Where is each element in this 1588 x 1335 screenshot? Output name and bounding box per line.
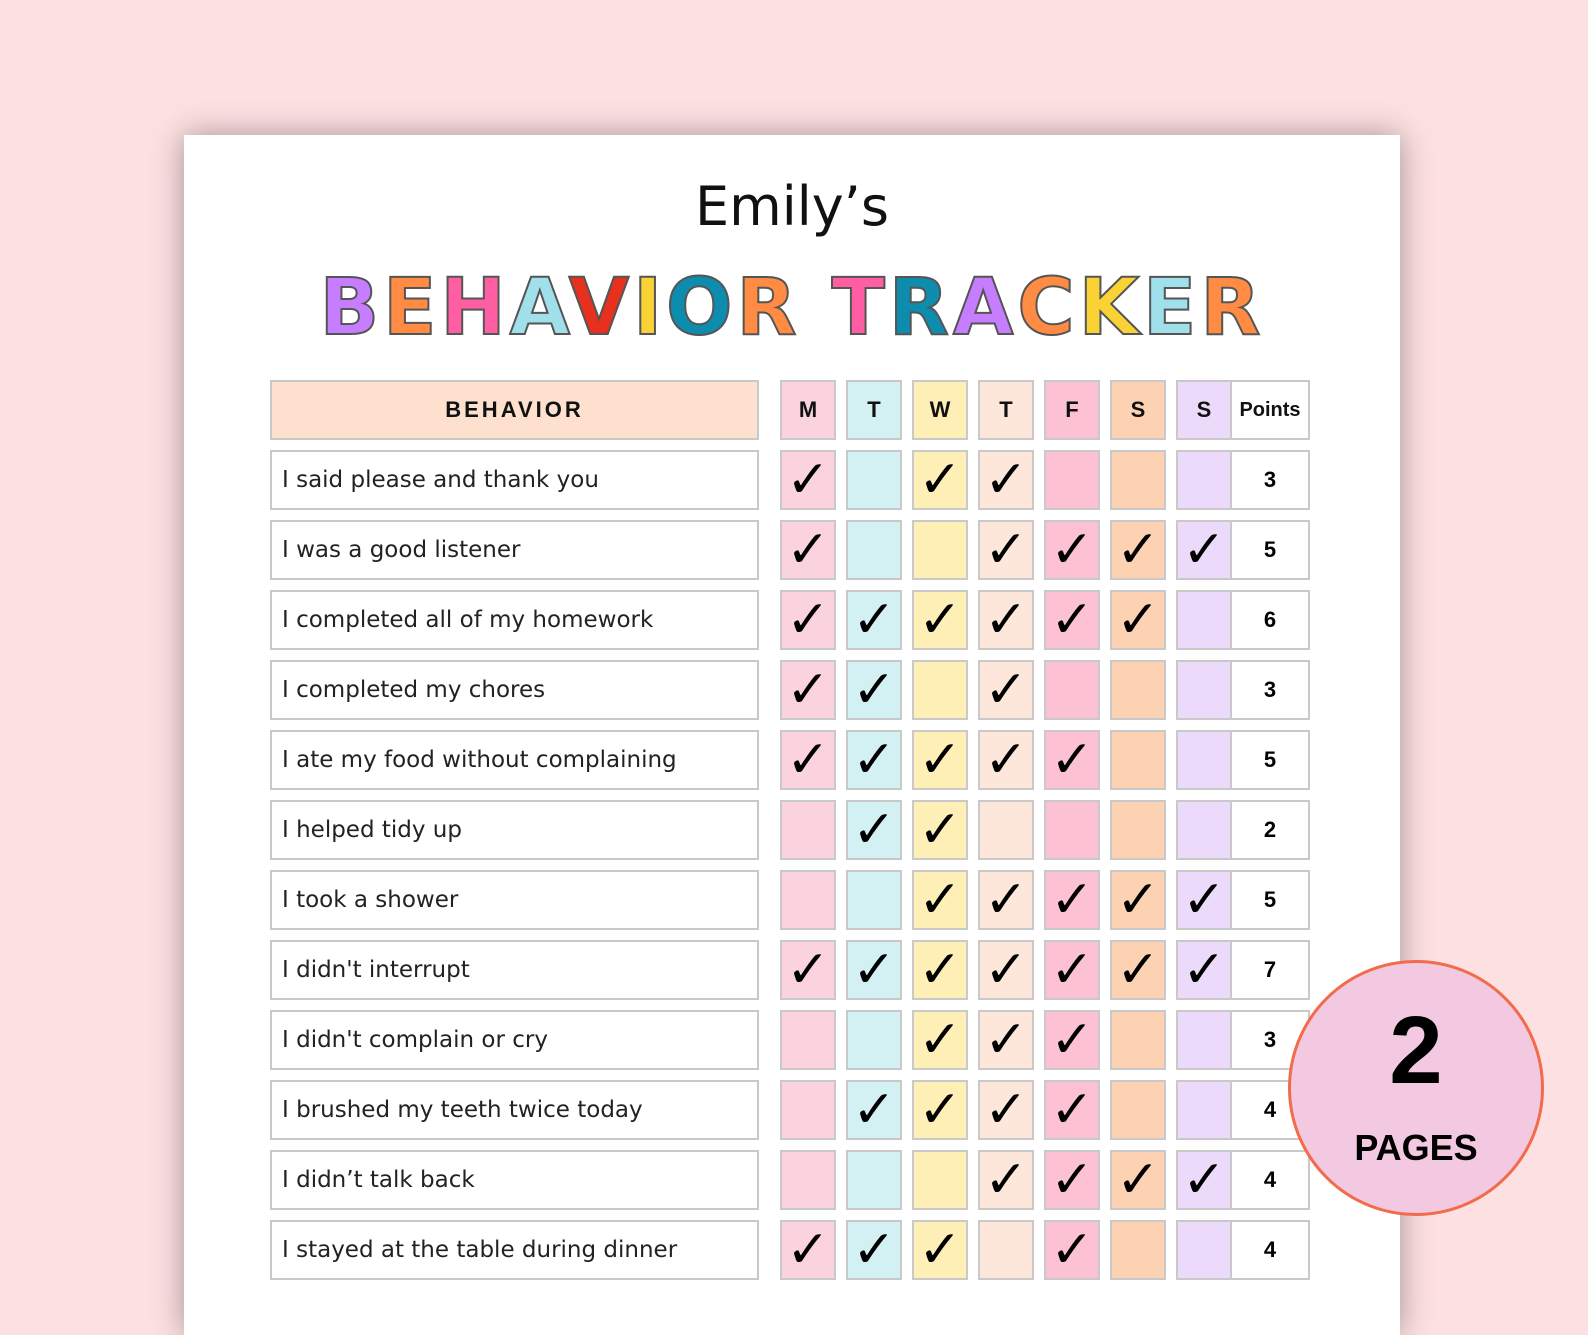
day-checkbox[interactable] [1110, 1080, 1166, 1140]
title-letter: R [888, 263, 953, 353]
day-checkbox[interactable] [846, 660, 902, 720]
day-checkbox[interactable] [978, 730, 1034, 790]
behavior-label: I helped tidy up [270, 800, 759, 860]
day-checkbox[interactable] [978, 450, 1034, 510]
tracker-page [184, 135, 1400, 1335]
day-checkbox[interactable] [978, 1220, 1034, 1280]
title-letter: R [1200, 263, 1265, 353]
day-checkbox[interactable] [912, 450, 968, 510]
day-checkbox[interactable] [1110, 1220, 1166, 1280]
points-value: 3 [1230, 660, 1310, 720]
day-header: M [780, 380, 836, 440]
day-checkbox[interactable] [846, 730, 902, 790]
check-icon: ✓ [984, 1010, 1028, 1070]
title-letter: C [1017, 263, 1079, 353]
day-checkbox[interactable] [1044, 940, 1100, 1000]
day-checkbox[interactable] [1176, 730, 1232, 790]
check-icon: ✓ [984, 1150, 1028, 1210]
day-checkbox[interactable] [978, 520, 1034, 580]
behavior-label: I was a good listener [270, 520, 759, 580]
behavior-label: I said please and thank you [270, 450, 759, 510]
day-checkbox[interactable] [912, 1010, 968, 1070]
day-checkbox[interactable] [846, 800, 902, 860]
points-value: 3 [1230, 450, 1310, 510]
check-icon: ✓ [852, 590, 896, 650]
day-checkbox[interactable] [978, 1080, 1034, 1140]
check-icon: ✓ [1182, 520, 1226, 580]
day-checkbox[interactable] [1044, 1080, 1100, 1140]
day-checkbox[interactable] [912, 520, 968, 580]
check-icon: ✓ [1050, 1010, 1094, 1070]
check-icon: ✓ [984, 520, 1028, 580]
check-icon: ✓ [1050, 870, 1094, 930]
day-checkbox[interactable] [1176, 520, 1232, 580]
title-letter: A [509, 263, 569, 353]
day-checkbox[interactable] [1110, 730, 1166, 790]
day-checkbox[interactable] [846, 1080, 902, 1140]
day-checkbox[interactable] [780, 450, 836, 510]
behavior-label: I ate my food without complaining [270, 730, 759, 790]
day-checkbox[interactable] [846, 1220, 902, 1280]
check-icon: ✓ [918, 870, 962, 930]
day-checkbox[interactable] [1110, 520, 1166, 580]
day-checkbox[interactable] [912, 590, 968, 650]
badge-label: PAGES [1354, 1127, 1478, 1168]
day-checkbox[interactable] [1044, 520, 1100, 580]
day-checkbox[interactable] [846, 450, 902, 510]
points-value: 5 [1230, 520, 1310, 580]
title-letter: H [440, 263, 510, 353]
day-checkbox[interactable] [1176, 940, 1232, 1000]
points-value: 4 [1230, 1220, 1310, 1280]
day-checkbox[interactable] [1044, 1220, 1100, 1280]
day-checkbox[interactable] [1110, 800, 1166, 860]
behavior-label: I brushed my teeth twice today [270, 1080, 759, 1140]
check-icon: ✓ [918, 590, 962, 650]
pages-badge [1288, 960, 1544, 1216]
title-letter: A [952, 263, 1018, 353]
check-icon: ✓ [1050, 940, 1094, 1000]
title-letter: V [568, 263, 634, 353]
behavior-label: I didn't complain or cry [270, 1010, 759, 1070]
behavior-label: I didn’t talk back [270, 1150, 759, 1210]
title-letter: E [1143, 263, 1201, 353]
day-checkbox[interactable] [846, 590, 902, 650]
day-header: W [912, 380, 968, 440]
day-checkbox[interactable] [1110, 450, 1166, 510]
day-header: T [978, 380, 1034, 440]
day-checkbox[interactable] [780, 800, 836, 860]
day-checkbox[interactable] [780, 520, 836, 580]
day-checkbox[interactable] [1176, 1150, 1232, 1210]
day-checkbox[interactable] [1044, 450, 1100, 510]
day-checkbox[interactable] [1110, 940, 1166, 1000]
day-checkbox[interactable] [846, 1150, 902, 1210]
check-icon: ✓ [1116, 1150, 1160, 1210]
day-checkbox[interactable] [1176, 450, 1232, 510]
day-checkbox[interactable] [1176, 660, 1232, 720]
day-checkbox[interactable] [912, 800, 968, 860]
behavior-label: I didn't interrupt [270, 940, 759, 1000]
check-icon: ✓ [1050, 1150, 1094, 1210]
day-checkbox[interactable] [780, 1220, 836, 1280]
title-letter [801, 263, 832, 353]
check-icon: ✓ [786, 660, 830, 720]
day-checkbox[interactable] [1176, 800, 1232, 860]
day-header: T [846, 380, 902, 440]
points-header: Points [1230, 380, 1310, 440]
day-checkbox[interactable] [912, 1220, 968, 1280]
day-checkbox[interactable] [978, 1010, 1034, 1070]
check-icon: ✓ [918, 940, 962, 1000]
day-checkbox[interactable] [780, 1150, 836, 1210]
check-icon: ✓ [984, 870, 1028, 930]
day-checkbox[interactable] [978, 940, 1034, 1000]
check-icon: ✓ [984, 730, 1028, 790]
check-icon: ✓ [1116, 870, 1160, 930]
day-checkbox[interactable] [1044, 800, 1100, 860]
check-icon: ✓ [984, 450, 1028, 510]
day-checkbox[interactable] [1176, 1010, 1232, 1070]
check-icon: ✓ [786, 450, 830, 510]
title-letter: B [319, 263, 384, 353]
check-icon: ✓ [786, 590, 830, 650]
check-icon: ✓ [984, 1080, 1028, 1140]
check-icon: ✓ [1050, 1080, 1094, 1140]
check-icon: ✓ [918, 1220, 962, 1280]
tracker-title [184, 263, 1400, 353]
check-icon: ✓ [918, 1010, 962, 1070]
day-checkbox[interactable] [1044, 1150, 1100, 1210]
day-checkbox[interactable] [780, 730, 836, 790]
day-checkbox[interactable] [1176, 590, 1232, 650]
check-icon: ✓ [1050, 520, 1094, 580]
day-checkbox[interactable] [978, 590, 1034, 650]
day-checkbox[interactable] [978, 870, 1034, 930]
day-checkbox[interactable] [912, 660, 968, 720]
day-checkbox[interactable] [780, 590, 836, 650]
points-value: 5 [1230, 730, 1310, 790]
day-checkbox[interactable] [780, 870, 836, 930]
day-checkbox[interactable] [1176, 870, 1232, 930]
day-checkbox[interactable] [846, 1010, 902, 1070]
check-icon: ✓ [984, 940, 1028, 1000]
day-checkbox[interactable] [780, 660, 836, 720]
day-header: S [1110, 380, 1166, 440]
day-checkbox[interactable] [912, 1080, 968, 1140]
day-checkbox[interactable] [1044, 1010, 1100, 1070]
check-icon: ✓ [984, 660, 1028, 720]
day-checkbox[interactable] [780, 1080, 836, 1140]
title-letter: I [633, 263, 667, 353]
title-letter: K [1078, 263, 1144, 353]
check-icon: ✓ [1116, 520, 1160, 580]
day-checkbox[interactable] [912, 870, 968, 930]
day-checkbox[interactable] [1044, 590, 1100, 650]
check-icon: ✓ [852, 800, 896, 860]
check-icon: ✓ [852, 730, 896, 790]
points-value: 2 [1230, 800, 1310, 860]
check-icon: ✓ [852, 1220, 896, 1280]
check-icon: ✓ [1116, 940, 1160, 1000]
points-value: 4 [1230, 1150, 1310, 1210]
check-icon: ✓ [984, 590, 1028, 650]
title-letter: O [666, 263, 737, 353]
day-checkbox[interactable] [1110, 660, 1166, 720]
day-checkbox[interactable] [912, 940, 968, 1000]
check-icon: ✓ [1182, 940, 1226, 1000]
day-checkbox[interactable] [1044, 730, 1100, 790]
check-icon: ✓ [918, 450, 962, 510]
check-icon: ✓ [1182, 1150, 1226, 1210]
behavior-label: I took a shower [270, 870, 759, 930]
points-value: 7 [1230, 940, 1310, 1000]
points-value: 4 [1230, 1080, 1310, 1140]
child-name: Emily’s [695, 175, 889, 238]
behavior-label: I completed my chores [270, 660, 759, 720]
title-letter: E [383, 263, 441, 353]
check-icon: ✓ [786, 940, 830, 1000]
check-icon: ✓ [918, 800, 962, 860]
check-icon: ✓ [1050, 1220, 1094, 1280]
title-letter: T [831, 263, 889, 353]
check-icon: ✓ [918, 1080, 962, 1140]
day-header: S [1176, 380, 1232, 440]
behavior-header: BEHAVIOR [270, 380, 759, 440]
day-checkbox[interactable] [1110, 870, 1166, 930]
day-checkbox[interactable] [1110, 1010, 1166, 1070]
check-icon: ✓ [786, 1220, 830, 1280]
title-letter: R [736, 263, 801, 353]
badge-number: 2 [1389, 997, 1443, 1104]
day-checkbox[interactable] [1110, 590, 1166, 650]
check-icon: ✓ [852, 940, 896, 1000]
behavior-label: I stayed at the table during dinner [270, 1220, 759, 1280]
day-checkbox[interactable] [1044, 660, 1100, 720]
day-checkbox[interactable] [978, 1150, 1034, 1210]
behavior-label: I completed all of my homework [270, 590, 759, 650]
check-icon: ✓ [1050, 730, 1094, 790]
day-checkbox[interactable] [978, 800, 1034, 860]
check-icon: ✓ [852, 660, 896, 720]
day-checkbox[interactable] [912, 1150, 968, 1210]
day-checkbox[interactable] [1044, 870, 1100, 930]
points-value: 3 [1230, 1010, 1310, 1070]
day-header: F [1044, 380, 1100, 440]
day-checkbox[interactable] [846, 520, 902, 580]
day-checkbox[interactable] [846, 870, 902, 930]
day-checkbox[interactable] [912, 730, 968, 790]
points-value: 5 [1230, 870, 1310, 930]
check-icon: ✓ [918, 730, 962, 790]
check-icon: ✓ [852, 1080, 896, 1140]
day-checkbox[interactable] [780, 1010, 836, 1070]
day-checkbox[interactable] [1176, 1220, 1232, 1280]
points-value: 6 [1230, 590, 1310, 650]
check-icon: ✓ [1050, 590, 1094, 650]
day-checkbox[interactable] [780, 940, 836, 1000]
day-checkbox[interactable] [1176, 1080, 1232, 1140]
check-icon: ✓ [786, 730, 830, 790]
day-checkbox[interactable] [1110, 1150, 1166, 1210]
check-icon: ✓ [786, 520, 830, 580]
day-checkbox[interactable] [978, 660, 1034, 720]
check-icon: ✓ [1182, 870, 1226, 930]
day-checkbox[interactable] [846, 940, 902, 1000]
check-icon: ✓ [1116, 590, 1160, 650]
